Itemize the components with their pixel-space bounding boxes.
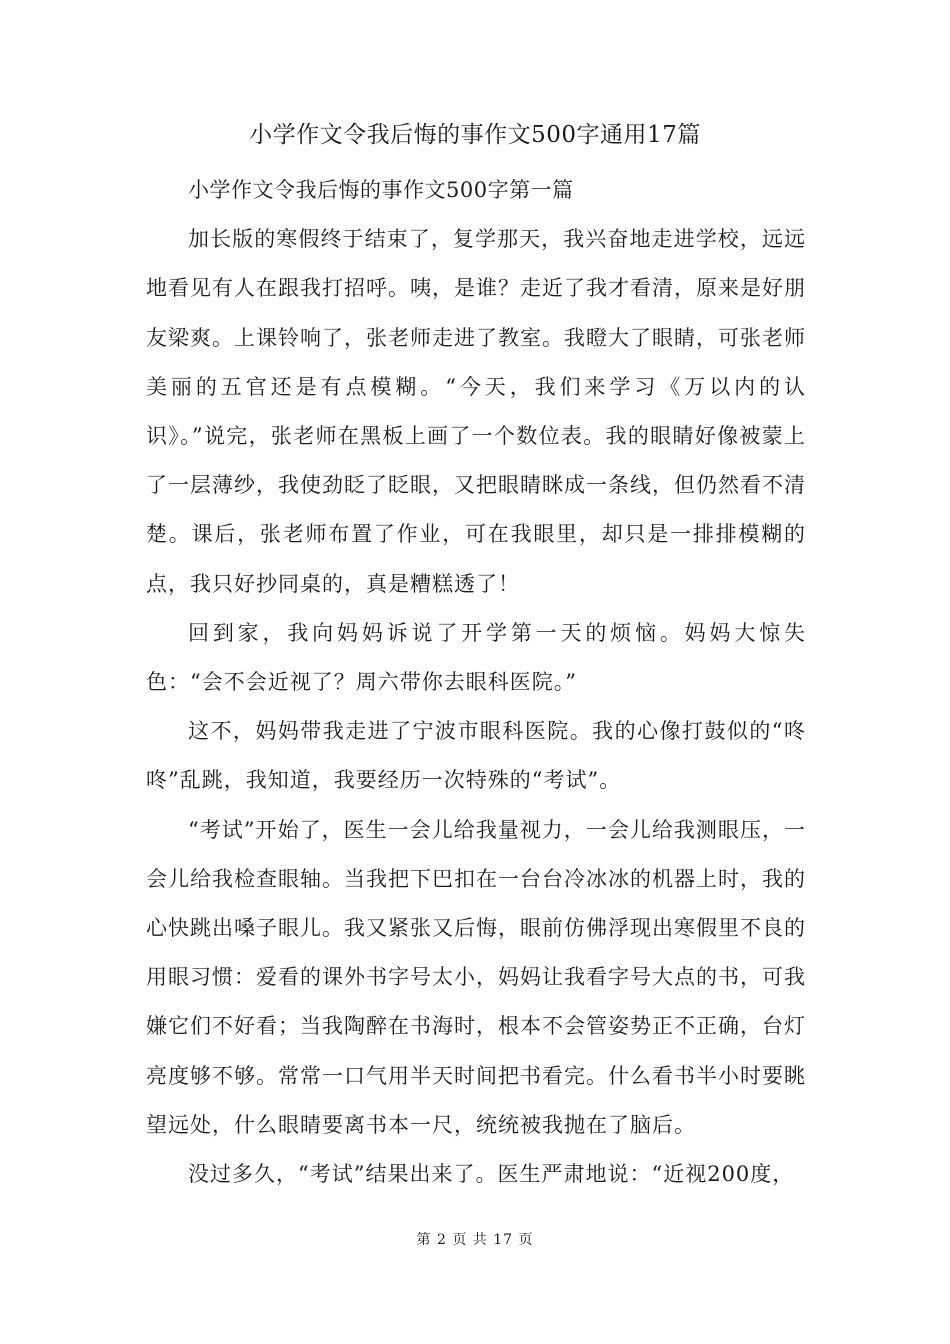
paragraph-3: 这不，妈妈带我走进了宁波市眼科医院。我的心像打鼓似的“咚咚”乱跳，我知道，我要经历一次特殊的“考试”。 bbox=[146, 719, 806, 793]
paragraph-2: 回到家，我向妈妈诉说了开学第一天的烦恼。妈妈大惊失色：“会不会近视了？周六带你去眼科医院。” bbox=[146, 620, 806, 695]
footer-suffix: 页 bbox=[518, 1232, 534, 1248]
footer-prefix: 第 bbox=[416, 1232, 432, 1248]
paragraph-1: 加长版的寒假终于结束了，复学那天，我兴奋地走进学校，远远地看见有人在跟我打招呼。咦，是谁？走近了我才看清，原来是好朋友梁爽。上课铃响了，张老师走进了教室。我瞪大了眼睛，可张老师美丽的五官还是有点模糊。“今天，我们来学习《万以内的认识》。”说完，张老师在黑板上画了一个数位表。我的眼睛好像被蒙上了一层薄纱，我使劲眨了眨眼，又把眼睛眯成一条线，但仍然看不清楚。课后，张老师布置了作业，可在我眼里，却只是一排排模糊的点，我只好抄同桌的，真是糟糕透了！ bbox=[146, 227, 806, 596]
footer-middle: 页 共 bbox=[452, 1232, 488, 1248]
document-title: 小学作文令我后悔的事作文500字通用17篇 bbox=[249, 122, 701, 148]
footer-total-pages: 17 bbox=[493, 1232, 514, 1248]
document-body bbox=[146, 166, 806, 1199]
paragraph-4: “考试”开始了，医生一会儿给我量视力，一会儿给我测眼压，一会儿给我检查眼轴。当我把下巴扣在一台台冷冰冰的机器上时，我的心快跳出嗓子眼儿。我又紧张又后悔，眼前仿佛浮现出寒假里不良的用眼习惯：爱看的课外书字号太小，妈妈让我看字号大点的书，可我嫌它们不好看；当我陶醉在书海时，根本不会管姿势正不正确，台灯亮度够不够。常常一口气用半天时间把书看完。什么看书半小时要眺望远处，什么眼睛要离书本一尺，统统被我抛在了脑后。 bbox=[146, 817, 806, 1137]
page-footer bbox=[0, 1230, 950, 1250]
section-subtitle: 小学作文令我后悔的事作文500字第一篇 bbox=[188, 178, 574, 202]
footer-current-page: 2 bbox=[436, 1232, 447, 1248]
paragraph-5: 没过多久，“考试”结果出来了。医生严肃地说：“近视200度， bbox=[188, 1162, 795, 1187]
